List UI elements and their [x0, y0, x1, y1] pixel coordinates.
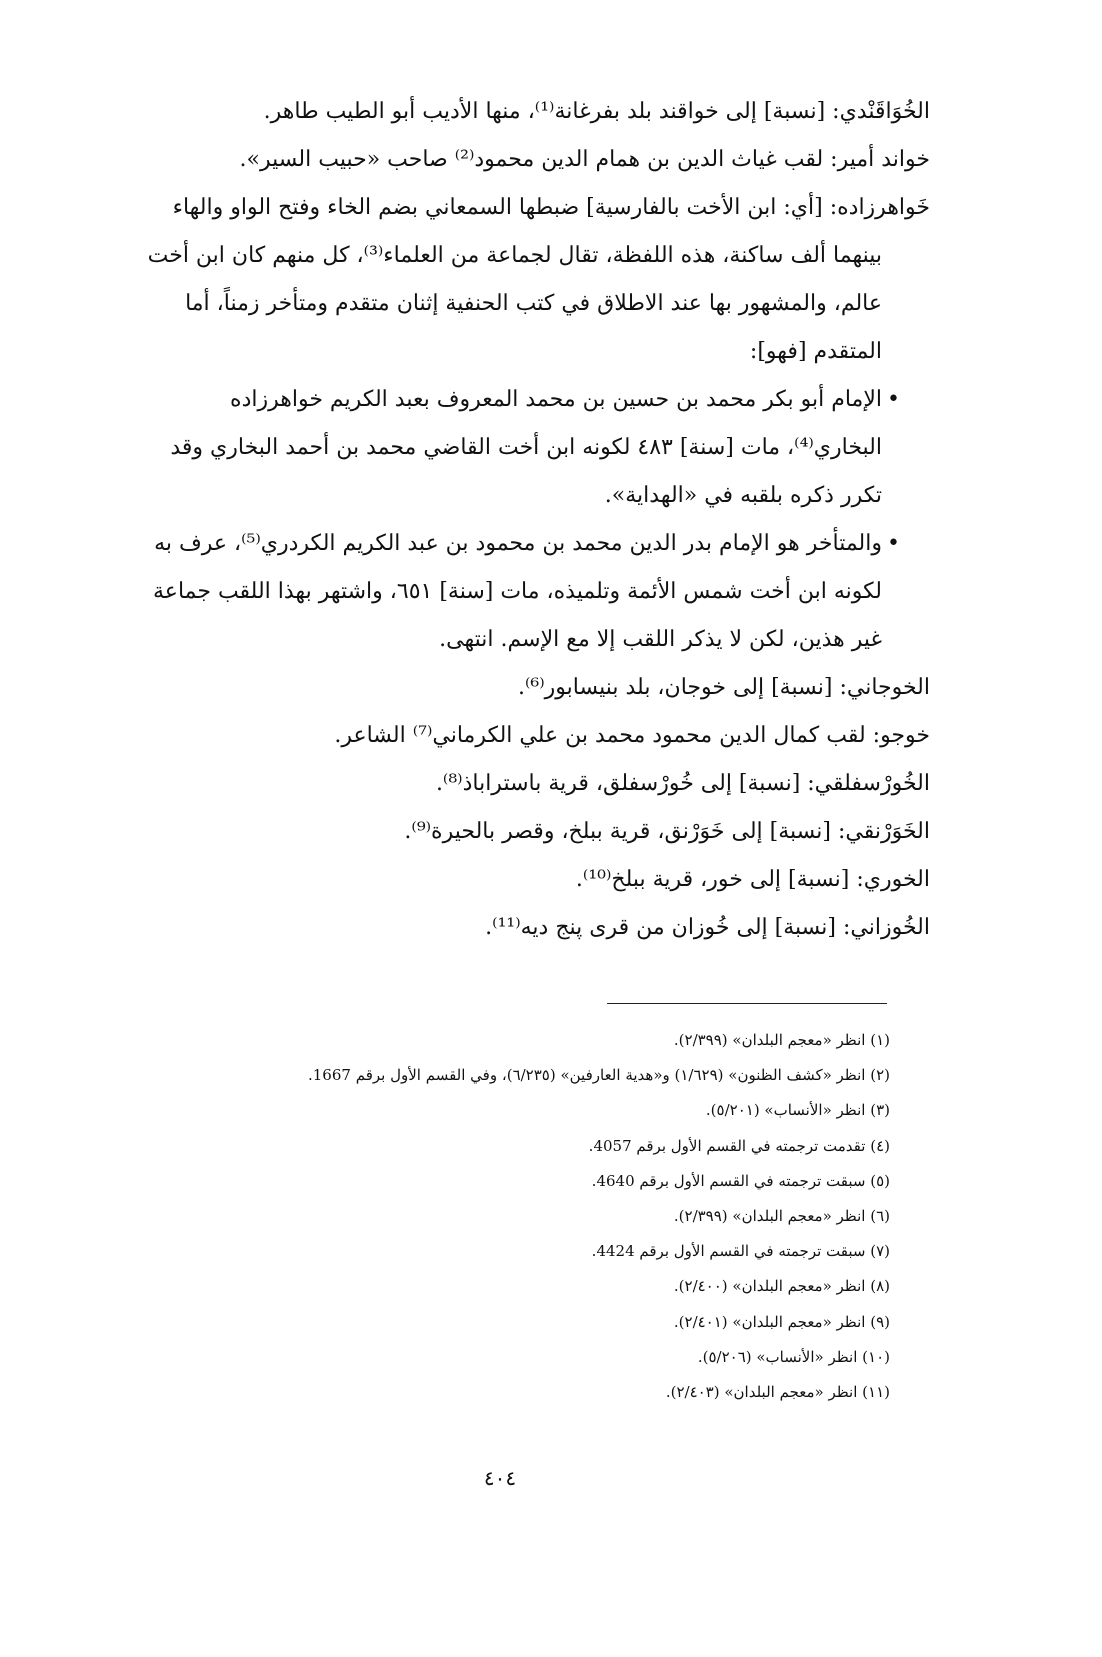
bullet-item-second [100, 520, 930, 568]
bullet-marker: • [887, 387, 900, 412]
bullet-line: الإمام أبو بكر محمد بن حسين بن محمد المعروف بعبد الكريم خواهرزاده [230, 387, 882, 412]
entry-khuwaqandi: الخُوَاقَنْدي: [نسبة] إلى خواقند بلد بفرغانة⁽¹⁾، منها الأديب أبو الطيب طاهر. [263, 99, 930, 124]
footnote: (٤) تقدمت ترجمته في القسم الأول برقم 4057. [588, 1136, 890, 1155]
footnote: (١٠) انظر «الأنساب» (٥/٢٠٦). [697, 1347, 890, 1366]
footnote: (٧) سبقت ترجمته في القسم الأول برقم 4424. [591, 1242, 890, 1261]
footnote: (٥) سبقت ترجمته في القسم الأول برقم 4640. [591, 1171, 890, 1190]
bullet-line: البخاري⁽⁴⁾، مات [سنة] ٤٨٣ لكونه ابن أخت القاضي محمد بن أحمد البخاري وقد [170, 435, 882, 460]
entry-khujani: الخوجاني: [نسبة] إلى خوجان، بلد بنيسابور⁽⁶⁾. [518, 675, 930, 700]
entry-continuation: المتقدم [فهو]: [749, 339, 882, 364]
entry-khursafalqi: الخُورْسفلقي: [نسبة] إلى خُورْسفلق، قرية باستراباذ⁽⁸⁾. [435, 771, 930, 796]
footnote: (١) انظر «معجم البلدان» (٢/٣٩٩). [673, 1031, 890, 1049]
footnote: (١١) انظر «معجم البلدان» (٢/٤٠٣). [665, 1383, 890, 1402]
page-number: ٤٠٤ [483, 1466, 517, 1490]
main-text [100, 88, 930, 952]
entry-khwand-amir: خواند أمير: لقب غياث الدين بن همام الدين محمود⁽²⁾ صاحب «حبيب السير». [239, 147, 930, 172]
bullet-line: غير هذين، لكن لا يذكر اللقب إلا مع الإسم. انتهى. [439, 627, 882, 652]
footnotes [200, 1023, 890, 1410]
bullet-line: تكرر ذكره بلقبه في «الهداية». [604, 483, 882, 508]
bullet-marker: • [887, 531, 900, 556]
entry-khuzani: الخُوزاني: [نسبة] إلى خُوزان من قرى پنج ديه⁽¹¹⁾. [485, 915, 930, 940]
footnote: (٦) انظر «معجم البلدان» (٢/٣٩٩). [673, 1207, 890, 1226]
entry-khawaharzadah: خَواهرزاده: [أي: ابن الأخت بالفارسية] ضبطها السمعاني بضم الخاء وفتح الواو والهاء [172, 195, 930, 220]
entry-khuri: الخوري: [نسبة] إلى خور، قرية ببلخ⁽¹⁰⁾. [575, 867, 930, 892]
entry-khuju: خوجو: لقب كمال الدين محمود محمد بن علي الكرماني⁽⁷⁾ الشاعر. [334, 723, 930, 748]
footnote: (٩) انظر «معجم البلدان» (٢/٤٠١). [673, 1312, 890, 1331]
bullet-item-first [100, 376, 930, 424]
bullet-line: لكونه ابن أخت شمس الأئمة وتلميذه، مات [سنة] ٦٥١، واشتهر بهذا اللقب جماعة [153, 579, 882, 604]
footnote: (٨) انظر «معجم البلدان» (٢/٤٠٠). [673, 1277, 890, 1296]
entry-khawarnaqi: الخَوَرْنقي: [نسبة] إلى خَوَرْنق، قرية ببلخ، وقصر بالحيرة⁽⁹⁾. [404, 819, 930, 844]
footnote-separator [607, 1003, 887, 1004]
bullet-line: والمتأخر هو الإمام بدر الدين محمد بن محمود بن عبد الكريم الكردري⁽⁵⁾، عرف به [154, 531, 882, 556]
entry-continuation: بينهما ألف ساكنة، هذه اللفظة، تقال لجماعة من العلماء⁽³⁾، كل منهم كان ابن أخت [147, 243, 882, 268]
footnote: (٣) انظر «الأنساب» (٥/٢٠١). [705, 1101, 890, 1120]
entry-continuation: عالم، والمشهور بها عند الاطلاق في كتب الحنفية إثنان متقدم ومتأخر زمناً، أما [185, 291, 882, 316]
footnote: (٢) انظر «كشف الظنون» (١/٦٢٩) و«هدية العارفين» (٦/٢٣٥)، وفي القسم الأول برقم 1667. [307, 1066, 890, 1085]
